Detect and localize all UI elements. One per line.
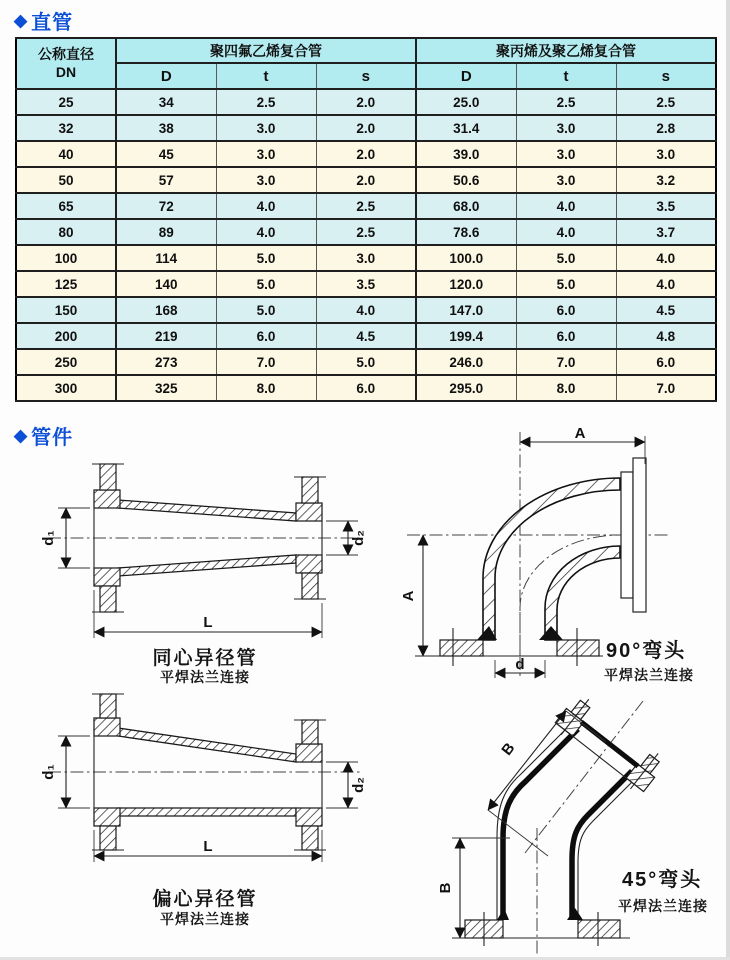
value-cell: 100.0 (416, 245, 516, 271)
value-cell: 3.0 (316, 245, 416, 271)
caption-concentric-reducer: 同心异径管 (152, 648, 258, 669)
eccentric-reducer-drawing (40, 692, 370, 864)
value-cell: 72 (116, 193, 216, 219)
value-cell: 4.0 (516, 193, 616, 219)
dn-cell: 100 (16, 245, 116, 271)
value-cell: 38 (116, 115, 216, 141)
column-group-ptfe: 聚四氟乙烯复合管 (116, 38, 416, 63)
subheader-t1: t (216, 63, 316, 89)
dimension-d2 (326, 762, 367, 808)
value-cell: 219 (116, 323, 216, 349)
value-cell: 6.0 (516, 323, 616, 349)
table-row (16, 167, 716, 193)
dim-label-L: L (203, 838, 213, 855)
table-body (16, 89, 716, 401)
table-row (16, 141, 716, 167)
page-edge-right (726, 0, 730, 960)
value-cell: 57 (116, 167, 216, 193)
value-cell: 3.7 (616, 219, 716, 245)
value-cell: 5.0 (316, 349, 416, 375)
value-cell: 2.0 (316, 89, 416, 115)
value-cell: 6.0 (316, 375, 416, 401)
value-cell: 5.0 (516, 245, 616, 271)
value-cell: 4.0 (616, 271, 716, 297)
dn-cell: 50 (16, 167, 116, 193)
caption-elbow-90: 90°弯头 (606, 640, 687, 662)
value-cell: 2.5 (316, 219, 416, 245)
value-cell: 31.4 (416, 115, 516, 141)
dn-cell: 65 (16, 193, 116, 219)
right-flange (294, 720, 326, 850)
dimension-A-top (520, 428, 645, 464)
column-header-dn (16, 38, 116, 89)
value-cell: 25.0 (416, 89, 516, 115)
table-row (16, 271, 716, 297)
value-cell: 273 (116, 349, 216, 375)
dn-cell: 200 (16, 323, 116, 349)
value-cell: 4.0 (216, 193, 316, 219)
dn-cell: 150 (16, 297, 116, 323)
value-cell: 168 (116, 297, 216, 323)
dn-cell: 250 (16, 349, 116, 375)
dim-label-A-top: A (574, 428, 586, 442)
subcaption-elbow-45: 平焊法兰连接 (618, 898, 708, 914)
value-cell: 8.0 (516, 375, 616, 401)
bottom-flange (452, 908, 630, 946)
value-cell: 325 (116, 375, 216, 401)
caption-elbow-45: 45°弯头 (622, 869, 703, 891)
value-cell: 3.0 (516, 115, 616, 141)
dimension-L (94, 590, 322, 638)
value-cell: 2.8 (616, 115, 716, 141)
dn-cell: 125 (16, 271, 116, 297)
pipe-dimensions-table (15, 37, 717, 402)
value-cell: 4.5 (316, 323, 416, 349)
subheader-t2: t (516, 63, 616, 89)
value-cell: 3.0 (516, 141, 616, 167)
table-row (16, 89, 716, 115)
section-title-text: 直管 (31, 12, 74, 34)
value-cell: 39.0 (416, 141, 516, 167)
table-row (16, 245, 716, 271)
subheader-d1: D (116, 63, 216, 89)
value-cell: 140 (116, 271, 216, 297)
value-cell: 6.0 (516, 297, 616, 323)
dim-label-B-side: B (437, 882, 454, 894)
value-cell: 6.0 (216, 323, 316, 349)
subheader-d2: D (416, 63, 516, 89)
value-cell: 4.0 (516, 219, 616, 245)
value-cell: 6.0 (616, 349, 716, 375)
value-cell: 68.0 (416, 193, 516, 219)
caption-eccentric-reducer: 偏心异径管 (152, 889, 258, 910)
value-cell: 2.0 (316, 167, 416, 193)
column-group-pp-pe: 聚丙烯及聚乙烯复合管 (416, 38, 716, 63)
dn-cell: 40 (16, 141, 116, 167)
table-row (16, 193, 716, 219)
table-row (16, 323, 716, 349)
table-header (16, 38, 716, 89)
dn-header-line1: 公称直径 (38, 46, 94, 62)
dim-label-d: d (515, 656, 525, 673)
table-row (16, 375, 716, 401)
subcaption-elbow-90: 平焊法兰连接 (604, 667, 694, 683)
subheader-s1: s (316, 63, 416, 89)
value-cell: 34 (116, 89, 216, 115)
value-cell: 3.0 (616, 141, 716, 167)
dimension-A-side (400, 535, 423, 656)
value-cell: 2.5 (216, 89, 316, 115)
subheader-s2: s (616, 63, 716, 89)
subcaption-eccentric-reducer: 平焊法兰连接 (160, 911, 250, 927)
value-cell: 199.4 (416, 323, 516, 349)
right-flange (621, 458, 646, 612)
section-title-text: 管件 (31, 427, 74, 449)
value-cell: 7.0 (216, 349, 316, 375)
dim-label-L: L (203, 614, 213, 631)
dimension-L (94, 830, 322, 862)
value-cell: 3.0 (216, 115, 316, 141)
value-cell: 5.0 (516, 271, 616, 297)
elbow-walls (483, 478, 620, 640)
dn-header-line2: DN (55, 63, 77, 80)
dim-label-B-diagonal: B (498, 739, 519, 759)
dim-label-d1: d₁ (40, 764, 57, 780)
diamond-bullet-icon: ◆ (14, 10, 29, 30)
value-cell: 246.0 (416, 349, 516, 375)
dn-cell: 32 (16, 115, 116, 141)
value-cell: 3.2 (616, 167, 716, 193)
value-cell: 5.0 (216, 297, 316, 323)
bottom-flange (415, 626, 603, 666)
dn-cell: 25 (16, 89, 116, 115)
value-cell: 4.0 (616, 245, 716, 271)
value-cell: 2.5 (316, 193, 416, 219)
dim-label-A-side: A (400, 590, 417, 602)
value-cell: 7.0 (616, 375, 716, 401)
value-cell: 4.0 (316, 297, 416, 323)
dim-label-d2: d₂ (350, 530, 367, 546)
value-cell: 78.6 (416, 219, 516, 245)
value-cell: 2.0 (316, 141, 416, 167)
value-cell: 2.0 (316, 115, 416, 141)
diamond-bullet-icon: ◆ (14, 425, 29, 445)
value-cell: 147.0 (416, 297, 516, 323)
value-cell: 3.5 (316, 271, 416, 297)
subcaption-concentric-reducer: 平焊法兰连接 (160, 669, 250, 685)
dn-cell: 80 (16, 219, 116, 245)
elbow-45-drawing (400, 688, 720, 960)
value-cell: 3.0 (516, 167, 616, 193)
section-title-straight-pipe (14, 6, 73, 35)
value-cell: 7.0 (516, 349, 616, 375)
dim-label-d1: d₁ (40, 530, 57, 546)
value-cell: 4.8 (616, 323, 716, 349)
value-cell: 5.0 (216, 271, 316, 297)
dn-cell: 300 (16, 375, 116, 401)
value-cell: 8.0 (216, 375, 316, 401)
value-cell: 50.6 (416, 167, 516, 193)
dim-label-d2: d₂ (350, 777, 367, 793)
value-cell: 45 (116, 141, 216, 167)
value-cell: 3.0 (216, 141, 316, 167)
value-cell: 295.0 (416, 375, 516, 401)
table-row (16, 349, 716, 375)
value-cell: 2.5 (516, 89, 616, 115)
table-row (16, 297, 716, 323)
value-cell: 120.0 (416, 271, 516, 297)
value-cell: 89 (116, 219, 216, 245)
value-cell: 2.5 (616, 89, 716, 115)
value-cell: 114 (116, 245, 216, 271)
value-cell: 4.5 (616, 297, 716, 323)
concentric-reducer-drawing (40, 446, 370, 642)
value-cell: 3.0 (216, 167, 316, 193)
upper-flange (552, 692, 668, 796)
value-cell: 3.5 (616, 193, 716, 219)
value-cell: 4.0 (216, 219, 316, 245)
value-cell: 5.0 (216, 245, 316, 271)
table-row (16, 219, 716, 245)
table-row (16, 115, 716, 141)
